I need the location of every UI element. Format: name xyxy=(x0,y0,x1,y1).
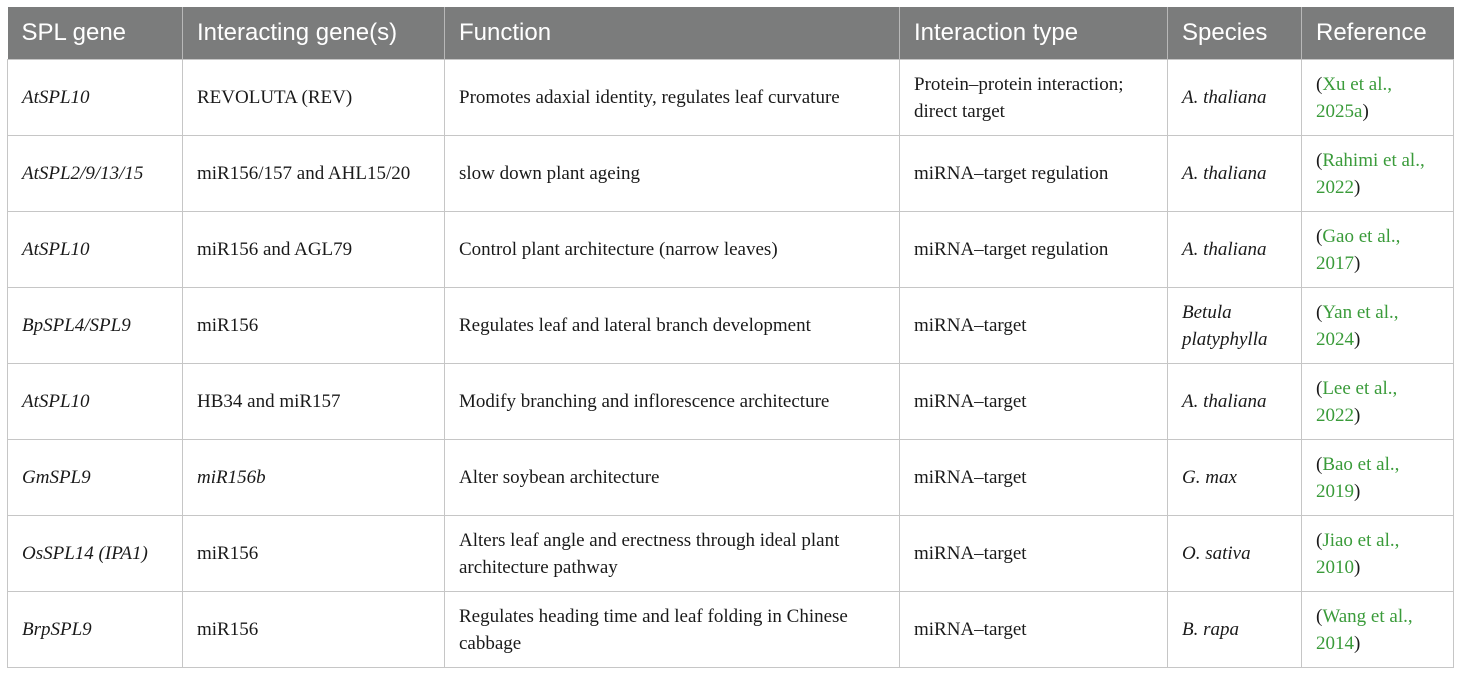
reference-link[interactable]: Yan et al., 2024 xyxy=(1316,301,1399,350)
species-cell: A. thaliana xyxy=(1168,364,1302,440)
spl-gene-cell: AtSPL10 xyxy=(8,364,183,440)
reference-cell xyxy=(1302,440,1454,516)
spl-gene-cell: BrpSPL9 xyxy=(8,592,183,668)
reference-close-paren: ) xyxy=(1362,100,1369,122)
interaction-type-cell: miRNA–target regulation xyxy=(900,212,1168,288)
reference-link[interactable]: Gao et al., 2017 xyxy=(1316,225,1401,274)
table-header xyxy=(8,7,1454,60)
function-cell: Alters leaf angle and erectness through ideal plant architecture pathway xyxy=(445,516,900,592)
spl-gene-cell: OsSPL14 (IPA1) xyxy=(8,516,183,592)
reference-open-paren: ( xyxy=(1316,149,1323,171)
species-cell: O. sativa xyxy=(1168,516,1302,592)
reference-link[interactable]: Lee et al., 2022 xyxy=(1316,377,1398,426)
species-cell: G. max xyxy=(1168,440,1302,516)
table-body xyxy=(8,60,1454,668)
interacting-genes-cell: miR156b xyxy=(183,440,445,516)
reference-open-paren: ( xyxy=(1316,301,1323,323)
reference-open-paren: ( xyxy=(1316,377,1323,399)
interacting-genes-cell: REVOLUTA (REV) xyxy=(183,60,445,136)
reference-open-paren: ( xyxy=(1316,605,1323,627)
interacting-genes-cell: miR156/157 and AHL15/20 xyxy=(183,136,445,212)
interaction-type-cell: miRNA–target xyxy=(900,364,1168,440)
interacting-genes-cell: HB34 and miR157 xyxy=(183,364,445,440)
function-cell: Promotes adaxial identity, regulates leaf curvature xyxy=(445,60,900,136)
function-cell: Modify branching and inflorescence architecture xyxy=(445,364,900,440)
interacting-genes-cell: miR156 xyxy=(183,516,445,592)
reference-close-paren: ) xyxy=(1354,176,1361,198)
reference-cell xyxy=(1302,592,1454,668)
species-cell: Betula platyphylla xyxy=(1168,288,1302,364)
spl-gene-cell: AtSPL10 xyxy=(8,60,183,136)
header-spl-gene: SPL gene xyxy=(8,7,183,60)
interaction-type-cell: miRNA–target regulation xyxy=(900,136,1168,212)
interaction-type-cell: Protein–protein interaction; direct target xyxy=(900,60,1168,136)
spl-gene-cell: AtSPL10 xyxy=(8,212,183,288)
header-row xyxy=(8,7,1454,60)
reference-link[interactable]: Wang et al., 2014 xyxy=(1316,605,1413,654)
table-row xyxy=(8,212,1454,288)
spl-gene-cell: AtSPL2/9/13/15 xyxy=(8,136,183,212)
interacting-genes-cell: miR156 xyxy=(183,592,445,668)
function-cell: Regulates leaf and lateral branch development xyxy=(445,288,900,364)
reference-cell xyxy=(1302,212,1454,288)
reference-close-paren: ) xyxy=(1354,328,1361,350)
species-cell: A. thaliana xyxy=(1168,60,1302,136)
spl-gene-cell: BpSPL4/SPL9 xyxy=(8,288,183,364)
reference-cell xyxy=(1302,136,1454,212)
spl-gene-cell: GmSPL9 xyxy=(8,440,183,516)
header-function: Function xyxy=(445,7,900,60)
reference-cell xyxy=(1302,288,1454,364)
interaction-type-cell: miRNA–target xyxy=(900,288,1168,364)
function-cell: Regulates heading time and leaf folding in Chinese cabbage xyxy=(445,592,900,668)
table-row xyxy=(8,136,1454,212)
reference-link[interactable]: Bao et al., 2019 xyxy=(1316,453,1400,502)
reference-cell xyxy=(1302,60,1454,136)
function-cell: Control plant architecture (narrow leaves) xyxy=(445,212,900,288)
header-species: Species xyxy=(1168,7,1302,60)
species-cell: B. rapa xyxy=(1168,592,1302,668)
reference-open-paren: ( xyxy=(1316,73,1323,95)
table-row xyxy=(8,592,1454,668)
function-cell: slow down plant ageing xyxy=(445,136,900,212)
reference-link[interactable]: Xu et al., 2025a xyxy=(1316,73,1392,122)
reference-link[interactable]: Rahimi et al., 2022 xyxy=(1316,149,1425,198)
species-cell: A. thaliana xyxy=(1168,136,1302,212)
spl-gene-table xyxy=(7,7,1454,668)
reference-close-paren: ) xyxy=(1354,252,1361,274)
reference-open-paren: ( xyxy=(1316,225,1323,247)
species-cell: A. thaliana xyxy=(1168,212,1302,288)
interaction-type-cell: miRNA–target xyxy=(900,440,1168,516)
header-interacting-genes: Interacting gene(s) xyxy=(183,7,445,60)
reference-cell xyxy=(1302,364,1454,440)
reference-close-paren: ) xyxy=(1354,404,1361,426)
interaction-type-cell: miRNA–target xyxy=(900,516,1168,592)
function-cell: Alter soybean architecture xyxy=(445,440,900,516)
reference-open-paren: ( xyxy=(1316,529,1323,551)
reference-close-paren: ) xyxy=(1354,556,1361,578)
table-row xyxy=(8,440,1454,516)
interacting-genes-cell: miR156 xyxy=(183,288,445,364)
interacting-genes-cell: miR156 and AGL79 xyxy=(183,212,445,288)
reference-cell xyxy=(1302,516,1454,592)
header-interaction-type: Interaction type xyxy=(900,7,1168,60)
table-row xyxy=(8,60,1454,136)
reference-link[interactable]: Jiao et al., 2010 xyxy=(1316,529,1400,578)
reference-open-paren: ( xyxy=(1316,453,1323,475)
header-reference: Reference xyxy=(1302,7,1454,60)
table-row xyxy=(8,364,1454,440)
reference-close-paren: ) xyxy=(1354,632,1361,654)
table-row xyxy=(8,516,1454,592)
reference-close-paren: ) xyxy=(1354,480,1361,502)
table-row xyxy=(8,288,1454,364)
interaction-type-cell: miRNA–target xyxy=(900,592,1168,668)
